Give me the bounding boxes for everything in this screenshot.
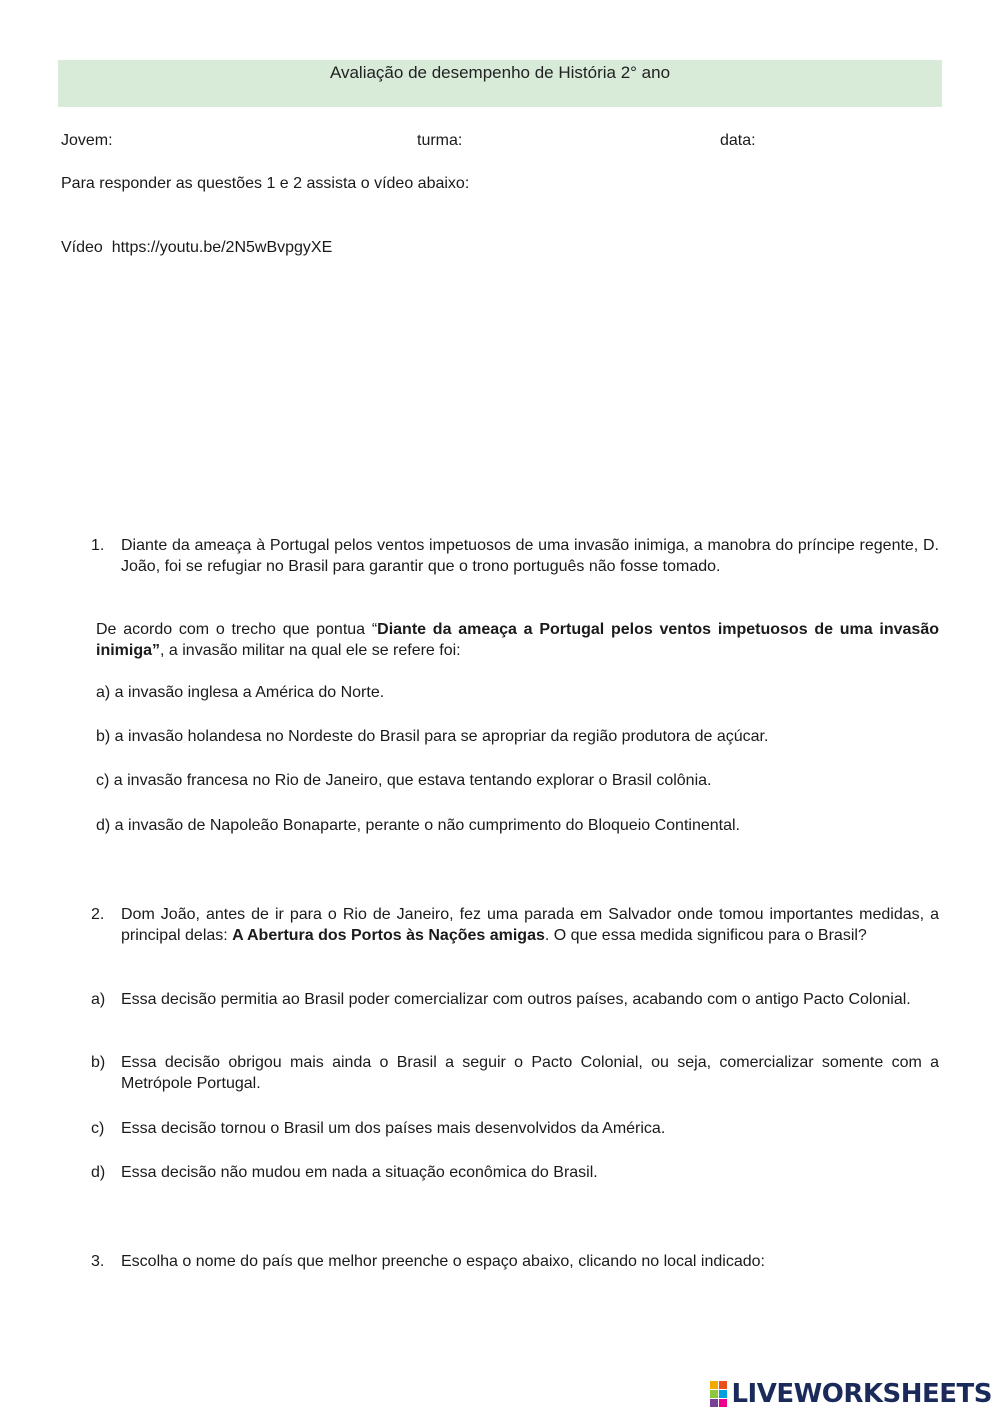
q1-option-a[interactable]: a) a invasão inglesa a América do Norte. [96,684,385,701]
q2-option-b-letter: b) [91,1054,106,1071]
title-bar [58,60,942,107]
logo-square [710,1399,718,1407]
q1-option-d[interactable]: d) a invasão de Napoleão Bonaparte, perante o não cumprimento do Bloqueio Continental. [96,817,740,834]
question-3 [91,1251,939,1272]
video-line [61,237,332,259]
q2-option-c-text: Essa decisão tornou o Brasil um dos países mais desenvolvidos da América. [121,1120,666,1137]
q2-option-c[interactable] [91,1118,939,1139]
question-2-bold: A Abertura dos Portos às Nações amigas [232,927,545,944]
q2-option-c-letter: c) [91,1120,105,1137]
logo-square [719,1381,727,1389]
q2-option-d-text: Essa decisão não mudou em nada a situação econômica do Brasil. [121,1164,598,1181]
prompt-start: De acordo com o trecho que pontua “ [96,621,378,638]
q2-option-d[interactable] [91,1162,939,1183]
video-label: Vídeo [61,239,103,256]
q2-option-d-letter: d) [91,1164,106,1181]
question-3-number: 3. [91,1253,105,1270]
q2-option-a-letter: a) [91,991,106,1008]
question-1-prompt [96,619,939,661]
logo-mark-icon [710,1381,727,1407]
jovem-label: Jovem: [61,132,113,149]
question-1-text: Diante da ameaça à Portugal pelos ventos impetuosos de uma invasão inimiga, a manobra do príncipe regente, D. João, foi se refugiar no Brasil para garantir que o trono português não fosse tomado. [121,537,939,575]
question-2 [91,904,939,946]
logo-text: LIVEWORKSHEETS [731,1379,992,1409]
question-2-text-end: . O que essa medida significou para o Brasil? [544,927,867,944]
instruction-text: Para responder as questões 1 e 2 assista o vídeo abaixo: [61,175,470,192]
logo-square [719,1390,727,1398]
logo-square [710,1381,718,1389]
q2-option-a-text: Essa decisão permitia ao Brasil poder comercializar com outros países, acabando com o antigo Pacto Colonial. [121,991,911,1008]
logo-square [719,1399,727,1407]
logo-square [710,1390,718,1398]
question-3-text: Escolha o nome do país que melhor preenche o espaço abaixo, clicando no local indicado: [121,1253,765,1270]
q1-option-c[interactable]: c) a invasão francesa no Rio de Janeiro, que estava tentando explorar o Brasil colônia. [96,772,712,789]
question-1 [91,535,939,577]
q2-option-b[interactable] [91,1052,939,1094]
question-2-text-start: Dom João, antes de ir para o Rio de Janeiro, fez uma parada em Salvador onde tomou importantes medidas, a principal delas: [121,906,939,944]
prompt-bold: Diante da ameaça a Portugal pelos ventos impetuosos de uma invasão inimiga” [96,621,939,659]
question-1-number: 1. [91,537,105,554]
q2-option-a[interactable] [91,989,939,1010]
video-link[interactable]: https://youtu.be/2N5wBvpgyXE [111,239,333,256]
q1-option-b[interactable]: b) a invasão holandesa no Nordeste do Brasil para se apropriar da região produtora de açúcar. [96,728,769,745]
liveworksheets-logo [710,1380,992,1408]
turma-label: turma: [417,132,463,149]
prompt-end: , a invasão militar na qual ele se refere foi: [160,642,461,659]
page-title: Avaliação de desempenho de História 2° ano [329,63,671,82]
q2-option-b-text: Essa decisão obrigou mais ainda o Brasil a seguir o Pacto Colonial, ou seja, comercializar somente com a Metrópole Portugal. [121,1054,939,1092]
question-2-number: 2. [91,906,105,923]
data-label: data: [720,132,756,149]
